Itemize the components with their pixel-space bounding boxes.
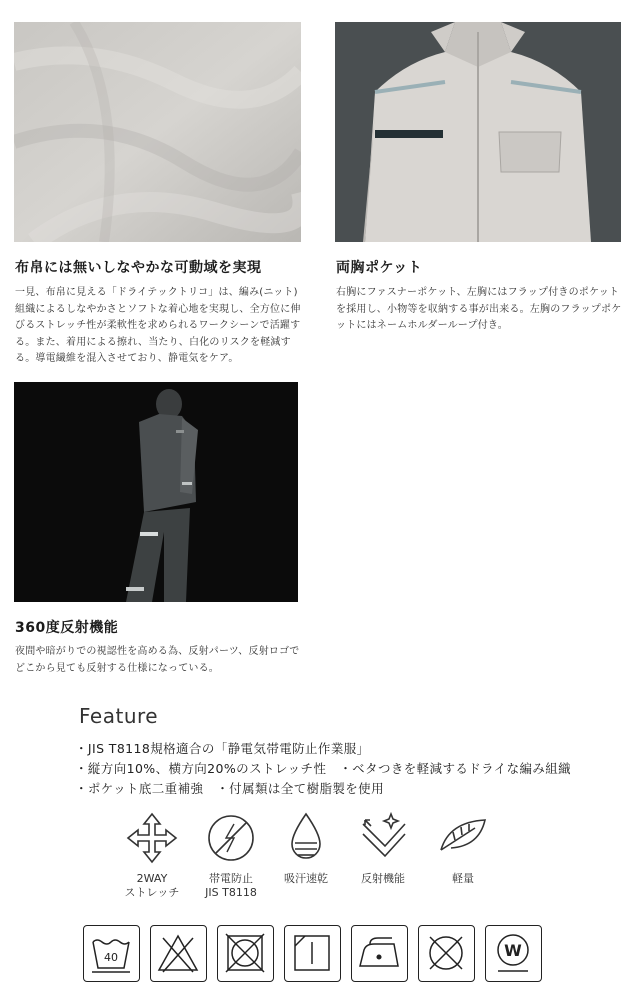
care-symbol-dryclean — [418, 925, 475, 982]
section-heading-reflective: 360度反射機能 — [15, 620, 119, 636]
feature-line: ・JIS T8118規格適合の「静電気帯電防止作業服」 — [75, 741, 370, 756]
sweat-absorbing-icon — [278, 810, 334, 866]
feature-label: 軽量 — [452, 872, 474, 885]
wet-clean-letter: W — [504, 941, 522, 960]
reflective-night-photo — [14, 382, 298, 602]
feature-icon-reflective — [348, 810, 418, 886]
lightweight-icon — [435, 810, 491, 866]
section-desc-reflective: 夜間や暗がりでの視認性を高める為、反射パーツ、反射ロゴでどこから見ても反射する仕様になっている。 — [15, 646, 300, 674]
care-symbol-tumble — [217, 925, 274, 982]
wash-temp: 40 — [104, 951, 118, 964]
section-heading-pockets: 両胸ポケット — [336, 260, 423, 276]
jacket-chest-photo — [335, 22, 621, 242]
feature-label: 吸汗速乾 — [284, 872, 328, 885]
feature-line: ・縦方向10%、横方向20%のストレッチ性 ・ベタつきを軽減するドライな編み組織 — [75, 761, 572, 776]
feature-label: 反射機能 — [361, 872, 405, 885]
feature-icon-lightweight — [428, 810, 498, 886]
iron-low-icon — [352, 926, 406, 980]
care-symbol-wash — [83, 925, 140, 982]
no-dry-clean-icon — [419, 926, 473, 980]
care-symbol-dry — [284, 925, 341, 982]
no-tumble-dry-icon — [218, 926, 272, 980]
section-desc-stretch: 一見、布帛に見える「ドライテックトリコ」は、編み(ニット)組織によるしなやかさとソフトな着心地を実現し、全方位に伸びるストレッチ性が柔軟性を求められるワークシーンで活躍する。また、着用による擦れ、当たり、白化のリスクを軽減する。導電繊維を混入させており、静電気をケア。 — [15, 287, 301, 364]
feature-line: ・ポケット底二重補強 ・付属類は全て樹脂製を使用 — [75, 781, 384, 796]
section-heading-stretch: 布帛には無いしなやかな可動域を実現 — [15, 260, 262, 276]
section-desc-pockets: 右胸にファスナーポケット、左胸にはフラップ付きのポケットを採用し、小物等を収納する事が出来る。左胸のフラップポケットにはネームホルダーループ付き。 — [336, 287, 622, 331]
wash-40-icon — [84, 926, 138, 980]
feature-title: Feature — [79, 704, 159, 728]
feature-icon-antistatic — [196, 810, 266, 900]
feature-label: 帯電防止 JIS T8118 — [205, 872, 257, 899]
care-symbol-wetclean — [485, 925, 542, 982]
feature-label: 2WAY ストレッチ — [124, 872, 180, 899]
feature-icon-sweat — [271, 810, 341, 886]
feature-icon-stretch — [117, 810, 187, 900]
antistatic-icon — [203, 810, 259, 866]
reflective-icon — [355, 810, 411, 866]
wet-clean-icon — [486, 926, 540, 980]
no-bleach-icon — [151, 926, 205, 980]
line-dry-shade-icon — [285, 926, 339, 980]
care-symbol-iron — [351, 925, 408, 982]
fabric-closeup-photo — [14, 22, 301, 242]
care-symbol-bleach — [150, 925, 207, 982]
2way-stretch-icon — [124, 810, 180, 866]
